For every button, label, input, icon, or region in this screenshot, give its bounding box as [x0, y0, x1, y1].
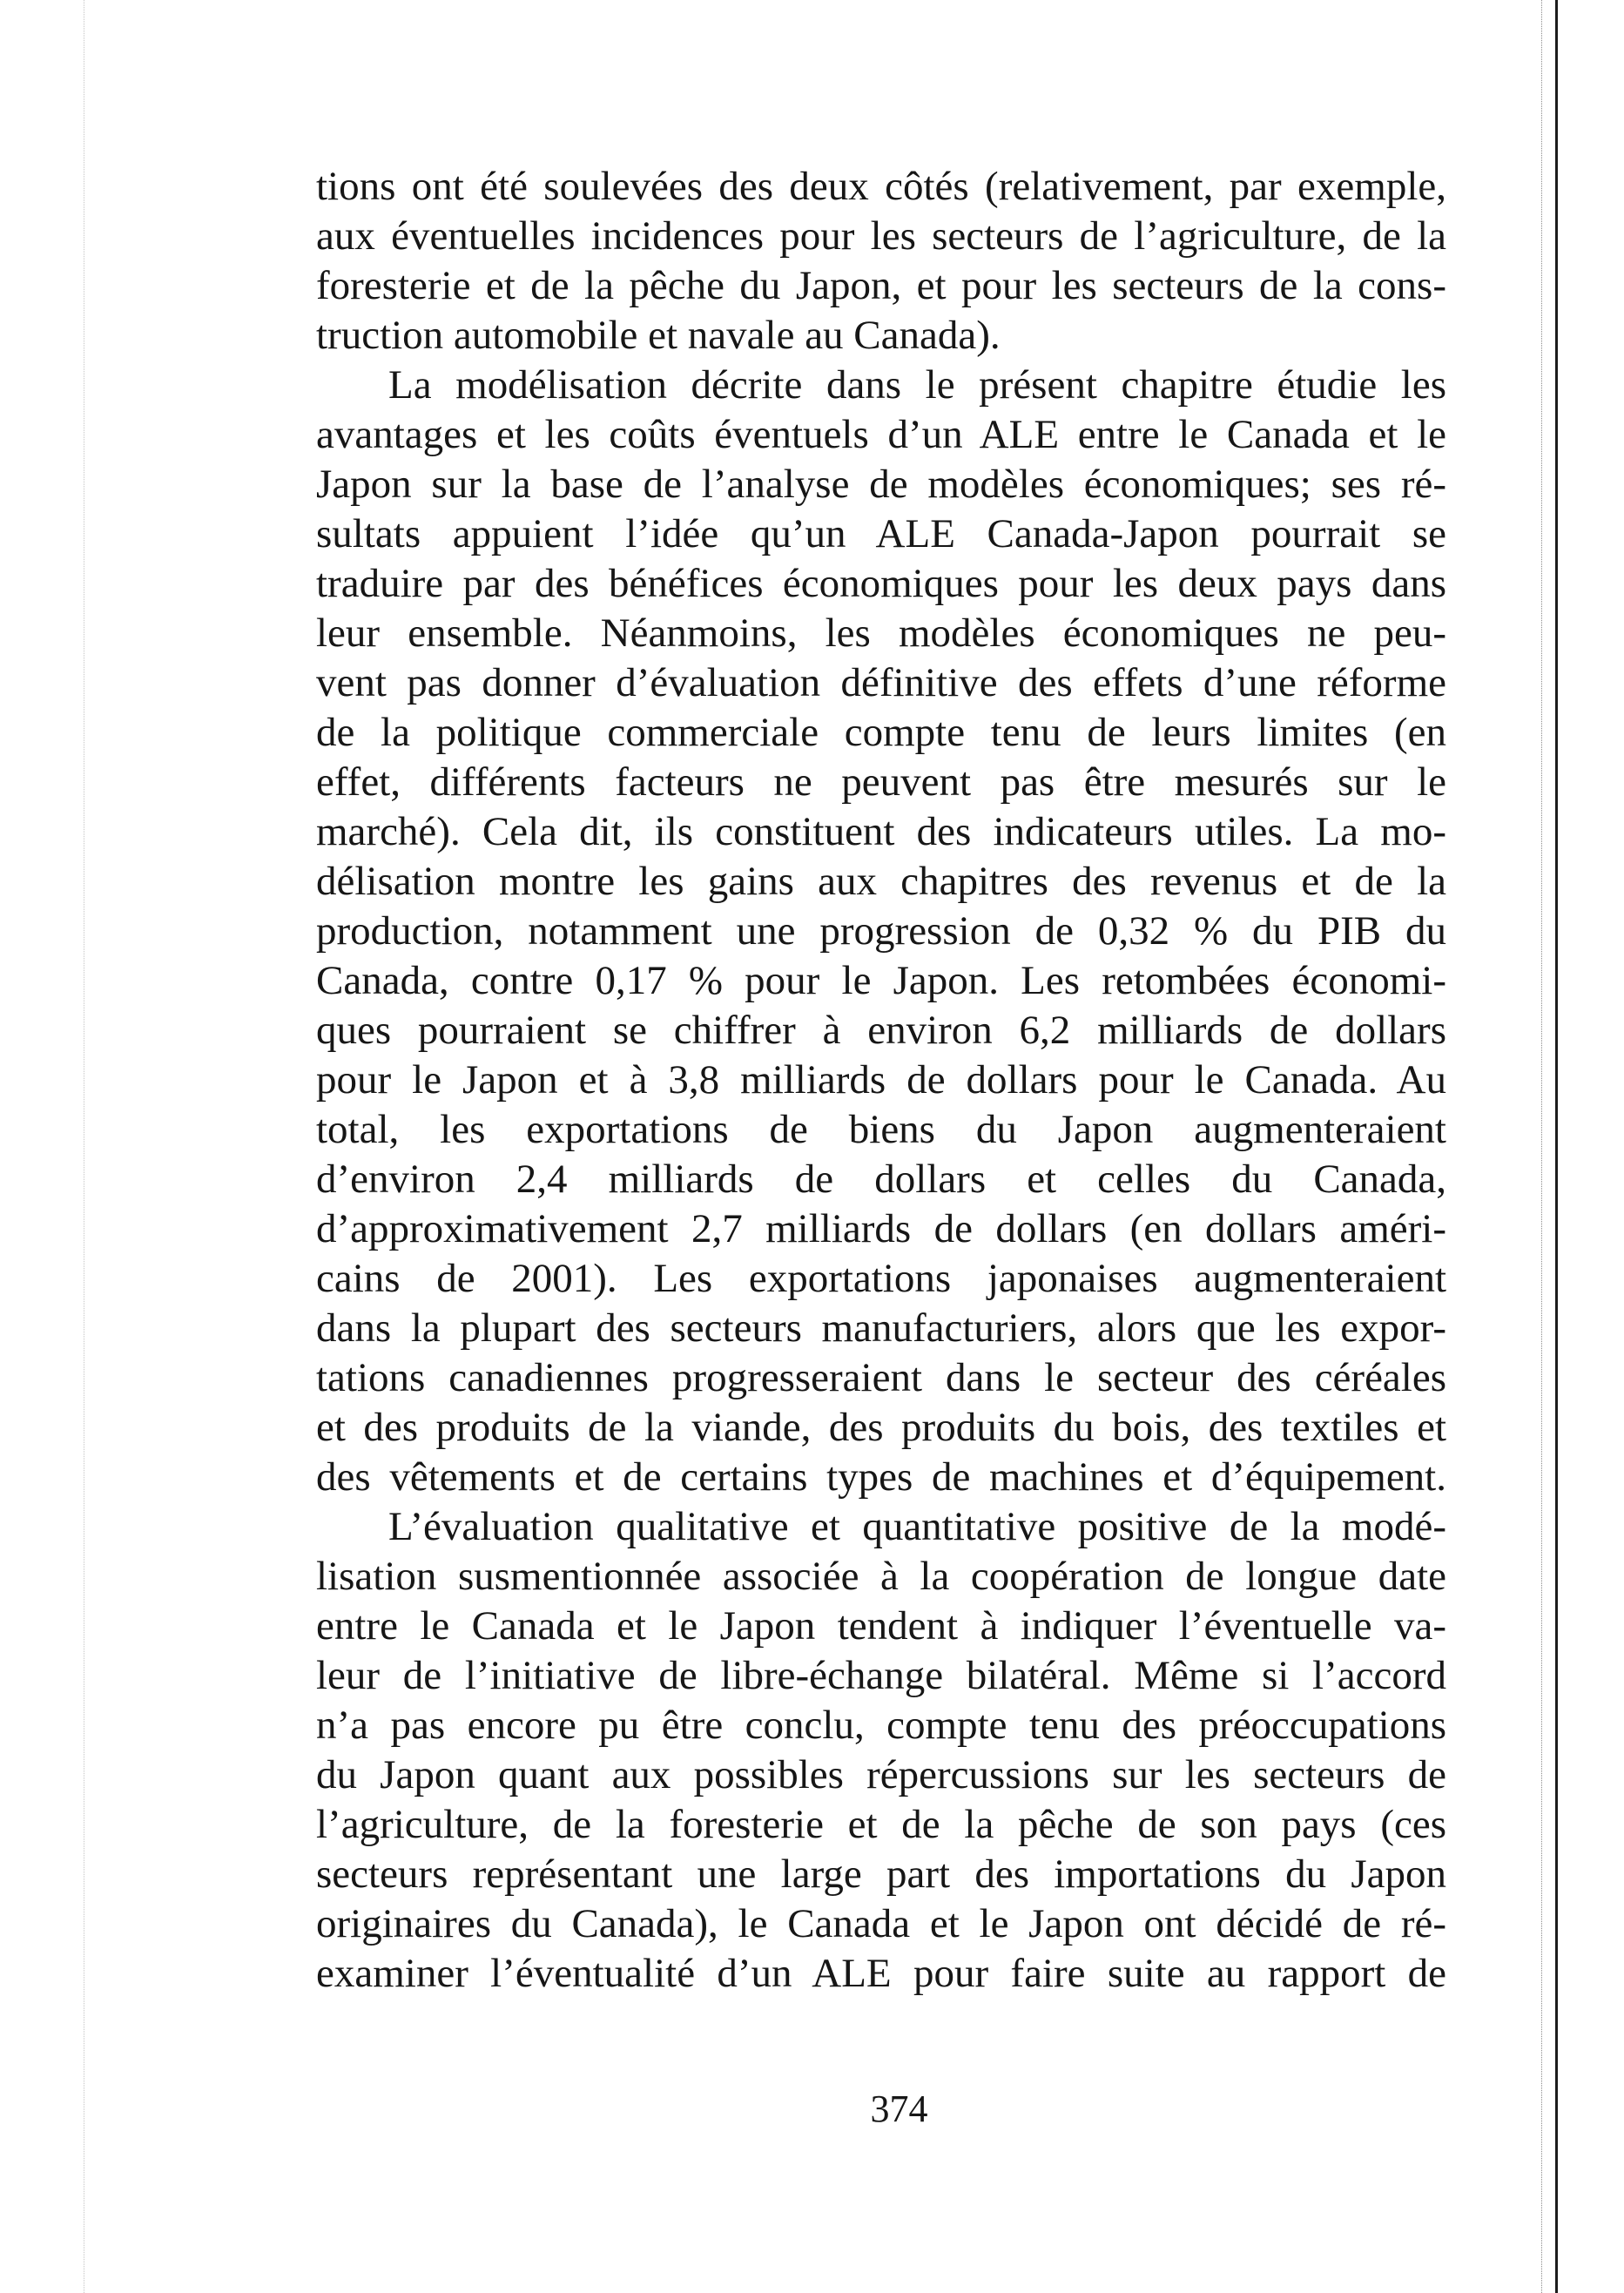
paragraph-2-line-1: La modélisation décrite dans le présent chapitre étudie les — [388, 362, 1446, 408]
paragraph-2-line-19: cains de 2001). Les exportations japonaises augmenteraient — [316, 1256, 1446, 1301]
paragraph-2-line-2: avantages et les coûts éventuels d’un ALE entre le Canada et le — [316, 412, 1446, 457]
paragraph-2-line-23: des vêtements et de certains types de machines et d’équipement. — [316, 1454, 1446, 1500]
paragraph-3-line-3: entre le Canada et le Japon tendent à indiquer l’éventuelle va- — [316, 1603, 1446, 1649]
paragraph-3-line-9: originaires du Canada), le Canada et le Japon ont décidé de ré- — [316, 1901, 1446, 1946]
paragraph-2-line-12: production, notamment une progression de 0,32 % du PIB du — [316, 908, 1446, 954]
paragraph-2-line-21: tations canadiennes progresseraient dans le secteur des céréales — [316, 1355, 1446, 1400]
paragraph-2-line-16: total, les exportations de biens du Japon augmenteraient — [316, 1107, 1446, 1152]
paragraph-1-line-3: foresterie et de la pêche du Japon, et pour les secteurs de la cons- — [316, 263, 1446, 308]
paragraph-1-line-1: tions ont été soulevées des deux côtés (relativement, par exemple, — [316, 164, 1446, 209]
paragraph-2-line-10: marché). Cela dit, ils constituent des indicateurs utiles. La mo- — [316, 809, 1446, 854]
paragraph-3-line-7: l’agriculture, de la foresterie et de la pêche de son pays (ces — [316, 1802, 1446, 1847]
paragraph-1-line-4: truction automobile et navale au Canada). — [316, 313, 1001, 358]
paragraph-2-line-6: leur ensemble. Néanmoins, les modèles économiques ne peu- — [316, 610, 1446, 656]
paragraph-2-line-15: pour le Japon et à 3,8 milliards de dollars pour le Canada. Au — [316, 1057, 1446, 1103]
paragraph-2-line-3: Japon sur la base de l’analyse de modèles économiques; ses ré- — [316, 462, 1446, 507]
paragraph-3-line-10: examiner l’éventualité d’un ALE pour faire suite au rapport de — [316, 1951, 1446, 1996]
paragraph-3-line-5: n’a pas encore pu être conclu, compte tenu des préoccupations — [316, 1703, 1446, 1748]
paragraph-2-line-11: délisation montre les gains aux chapitres des revenus et de la — [316, 859, 1446, 904]
paragraph-2-line-13: Canada, contre 0,17 % pour le Japon. Les retombées économi- — [316, 958, 1446, 1003]
paragraph-2-line-17: d’environ 2,4 milliards de dollars et celles du Canada, — [316, 1157, 1446, 1202]
paragraph-3-line-6: du Japon quant aux possibles répercussions sur les secteurs de — [316, 1752, 1446, 1797]
paragraph-3-line-1: L’évaluation qualitative et quantitative positive de la modé- — [388, 1504, 1446, 1549]
paragraph-2-line-4: sultats appuient l’idée qu’un ALE Canada-Japon pourrait se — [316, 511, 1446, 556]
paragraph-2-line-20: dans la plupart des secteurs manufacturiers, alors que les expor- — [316, 1305, 1446, 1351]
paragraph-1-line-2: aux éventuelles incidences pour les secteurs de l’agriculture, de la — [316, 213, 1446, 259]
paragraph-3-line-2: lisation susmentionnée associée à la coopération de longue date — [316, 1554, 1446, 1599]
paragraph-2-line-5: traduire par des bénéfices économiques pour les deux pays dans — [316, 561, 1446, 606]
paragraph-2-line-8: de la politique commerciale compte tenu de leurs limites (en — [316, 710, 1446, 755]
page-number: 374 — [870, 2087, 928, 2130]
paragraph-3-line-4: leur de l’initiative de libre-échange bilatéral. Même si l’accord — [316, 1653, 1446, 1698]
paragraph-2-line-9: effet, différents facteurs ne peuvent pas être mesurés sur le — [316, 759, 1446, 805]
paragraph-2-line-14: ques pourraient se chiffrer à environ 6,2 milliards de dollars — [316, 1008, 1446, 1053]
paragraph-2-line-7: vent pas donner d’évaluation définitive des effets d’une réforme — [316, 660, 1446, 705]
paragraph-2-line-18: d’approximativement 2,7 milliards de dollars (en dollars améri- — [316, 1206, 1446, 1251]
paragraph-2-line-22: et des produits de la viande, des produits du bois, des textiles et — [316, 1405, 1446, 1450]
paragraph-3-line-8: secteurs représentant une large part des importations du Japon — [316, 1851, 1446, 1897]
